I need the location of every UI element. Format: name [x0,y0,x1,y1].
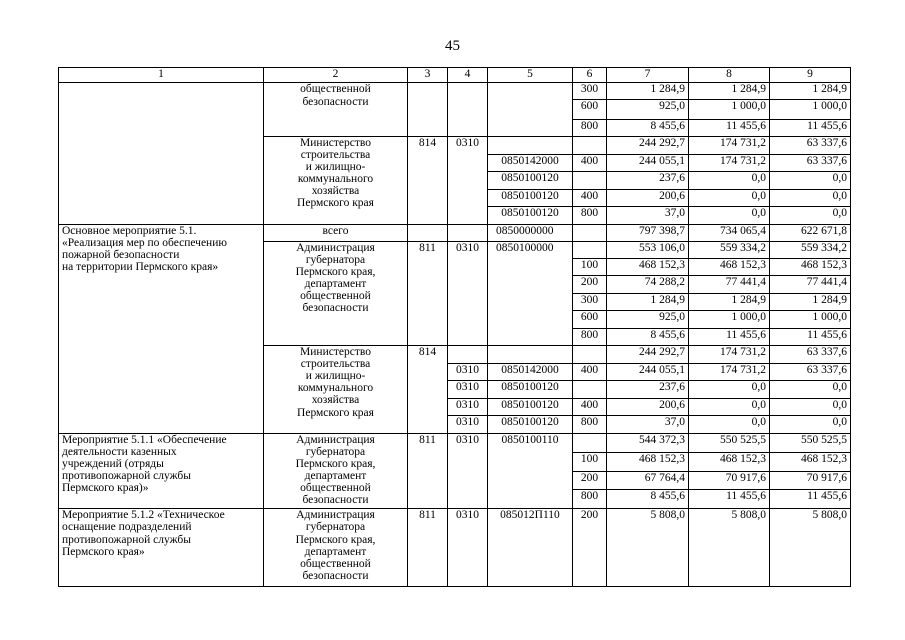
table-cell: 1 284,9 [607,293,689,311]
table-cell: 550 525,5 [689,433,770,452]
table-cell: 67 764,4 [607,471,689,490]
table-cell: 11 455,6 [689,119,770,137]
table-cell: 468 152,3 [770,452,851,471]
table-row [59,224,851,242]
column-header: 4 [448,68,488,83]
table-cell: 797 398,7 [607,224,689,242]
table-cell: 11 455,6 [770,490,851,509]
table-cell: 400 [573,189,607,207]
table-cell: 200,6 [607,398,689,416]
table-cell: 400 [573,398,607,416]
table-cell: 70 917,6 [689,471,770,490]
table-cell [488,346,573,364]
table-cell: 600 [573,311,607,329]
table-cell: 200,6 [607,189,689,207]
table-cell: 244 292,7 [607,346,689,364]
table-row [59,83,851,99]
table-cell: 0850100120 [488,189,573,207]
table-cell: 74 288,2 [607,276,689,294]
table-cell: 300 [573,293,607,311]
table-row [59,433,851,452]
budget-table [58,67,851,587]
table-cell: 800 [573,207,607,225]
column-header: 7 [607,68,689,83]
table-cell: 811 [408,242,448,346]
table-cell [448,83,488,137]
table-cell: Администрация губернатора Пермского края, департамент общественной безопасности [264,242,408,346]
table-cell: 800 [573,119,607,137]
column-header: 9 [770,68,851,83]
table-cell: 0850100110 [488,433,573,509]
table-cell: 174 731,2 [689,154,770,172]
table-cell: 0310 [448,363,488,381]
column-header: 3 [408,68,448,83]
table-cell: 63 337,6 [770,346,851,364]
table-cell: 559 334,2 [689,242,770,258]
table-cell [573,172,607,190]
table-cell: 800 [573,328,607,346]
table-cell: 11 455,6 [689,328,770,346]
table-cell: 0850100120 [488,416,573,434]
table-cell: всего [264,224,408,242]
table-cell: 550 525,5 [770,433,851,452]
table-cell: 0,0 [770,381,851,399]
table-row [59,509,851,587]
table-cell: 811 [408,509,448,587]
table-cell: 0850142000 [488,154,573,172]
table-cell: 5 808,0 [607,509,689,587]
table-cell: 0850100000 [488,242,573,346]
column-header: 6 [573,68,607,83]
table-cell: 237,6 [607,381,689,399]
table-cell: 0310 [448,137,488,225]
table-cell: 63 337,6 [770,154,851,172]
table-cell: 11 455,6 [689,490,770,509]
table-cell: 400 [573,363,607,381]
table-cell [573,381,607,399]
column-header: 1 [59,68,264,83]
table-cell: 400 [573,154,607,172]
table-cell: 800 [573,416,607,434]
table-cell: 63 337,6 [770,137,851,155]
table-cell: 925,0 [607,311,689,329]
table-cell [408,224,448,242]
table-cell: 085012П110 [488,509,573,587]
table-cell: 200 [573,276,607,294]
table-cell: 1 284,9 [770,293,851,311]
table-cell: 0,0 [770,207,851,225]
table-cell [573,137,607,155]
table-cell: 0850100120 [488,207,573,225]
table-cell: 0,0 [689,207,770,225]
table-cell: общественной безопасности [264,83,408,137]
table-cell: 244 055,1 [607,154,689,172]
table-cell: 622 671,8 [770,224,851,242]
table-cell: 734 065,4 [689,224,770,242]
table-cell: 174 731,2 [689,346,770,364]
table-cell: 0,0 [689,381,770,399]
table-cell: 0310 [448,416,488,434]
table-cell: 244 292,7 [607,137,689,155]
table-cell [573,346,607,364]
table-cell: 5 808,0 [770,509,851,587]
table-cell: 468 152,3 [607,258,689,276]
table-cell: 0,0 [689,398,770,416]
table-cell: 77 441,4 [689,276,770,294]
column-header: 8 [689,68,770,83]
table-header-row [59,68,851,83]
table-cell: 100 [573,452,607,471]
table-cell: 244 055,1 [607,363,689,381]
table-cell: 174 731,2 [689,137,770,155]
table-cell: 1 284,9 [689,293,770,311]
column-header: 2 [264,68,408,83]
table-cell: 5 808,0 [689,509,770,587]
table-cell: 0,0 [770,189,851,207]
column-header: 5 [488,68,573,83]
table-cell: 37,0 [607,207,689,225]
table-cell: 0,0 [770,416,851,434]
table-cell: 100 [573,258,607,276]
table-cell: 37,0 [607,416,689,434]
table-cell: 0850000000 [488,224,573,242]
table-cell [573,224,607,242]
table-cell: 544 372,3 [607,433,689,452]
table-cell: 925,0 [607,99,689,119]
table-cell: 11 455,6 [770,328,851,346]
table-cell: 600 [573,99,607,119]
table-cell: 8 455,6 [607,490,689,509]
table-cell: 1 284,9 [607,83,689,99]
table-cell: Министерство строительства и жилищно- коммунального хозяйства Пермского края [264,137,408,225]
table-cell: 811 [408,433,448,509]
table-cell: 0850100120 [488,381,573,399]
table-cell: 8 455,6 [607,119,689,137]
table-cell [59,83,264,224]
table-cell [488,83,573,137]
table-cell: Мероприятие 5.1.2 «Техническое оснащение подразделений противопожарной службы Пермского края» [59,509,264,587]
table-cell: 1 000,0 [689,311,770,329]
table-cell: 0850100120 [488,398,573,416]
table-cell: Основное мероприятие 5.1. «Реализация мер по обеспечению пожарной безопасности на территории Пермского края» [59,224,264,433]
table-cell: 70 917,6 [770,471,851,490]
table-cell [573,433,607,452]
table-cell: 200 [573,471,607,490]
table-cell [408,83,448,137]
table-cell: 814 [408,137,448,225]
table-cell [573,242,607,258]
table-cell: 1 284,9 [770,83,851,99]
table-cell: 559 334,2 [770,242,851,258]
page-number: 45 [445,38,460,54]
table-cell: 0,0 [689,189,770,207]
table-cell: 174 731,2 [689,363,770,381]
table-cell: Администрация губернатора Пермского края, департамент общественной безопасности [264,433,408,509]
table-cell: 468 152,3 [689,258,770,276]
table-cell: 63 337,6 [770,363,851,381]
table-cell: 0310 [448,381,488,399]
table-cell: 468 152,3 [689,452,770,471]
table-cell: 1 000,0 [770,99,851,119]
table-cell: 1 000,0 [689,99,770,119]
table-cell: 468 152,3 [607,452,689,471]
table-cell: 0310 [448,398,488,416]
table-cell [488,137,573,155]
table-cell: 77 441,4 [770,276,851,294]
table-cell: 300 [573,83,607,99]
table-cell: 468 152,3 [770,258,851,276]
table-cell: Министерство строительства и жилищно- коммунального хозяйства Пермского края [264,346,408,434]
table-cell: 0850142000 [488,363,573,381]
table-cell [448,346,488,364]
table-cell: 1 000,0 [770,311,851,329]
table-cell: Мероприятие 5.1.1 «Обеспечение деятельности казенных учреждений (отряды противопожарной службы Пермского края)» [59,433,264,509]
table-cell: 814 [408,346,448,434]
table-cell: 0850100120 [488,172,573,190]
table-cell: 200 [573,509,607,587]
table-cell: 1 284,9 [689,83,770,99]
table-cell: 237,6 [607,172,689,190]
table-cell: 553 106,0 [607,242,689,258]
table-cell: 0310 [448,433,488,509]
table-cell: Администрация губернатора Пермского края, департамент общественной безопасности [264,509,408,587]
table-cell: 0310 [448,242,488,346]
table-cell: 0,0 [689,416,770,434]
table-cell [448,224,488,242]
table-cell: 11 455,6 [770,119,851,137]
table-cell: 0,0 [770,172,851,190]
table-cell: 0310 [448,509,488,587]
table-cell: 0,0 [770,398,851,416]
table-cell: 8 455,6 [607,328,689,346]
table-cell: 0,0 [689,172,770,190]
table-cell: 800 [573,490,607,509]
